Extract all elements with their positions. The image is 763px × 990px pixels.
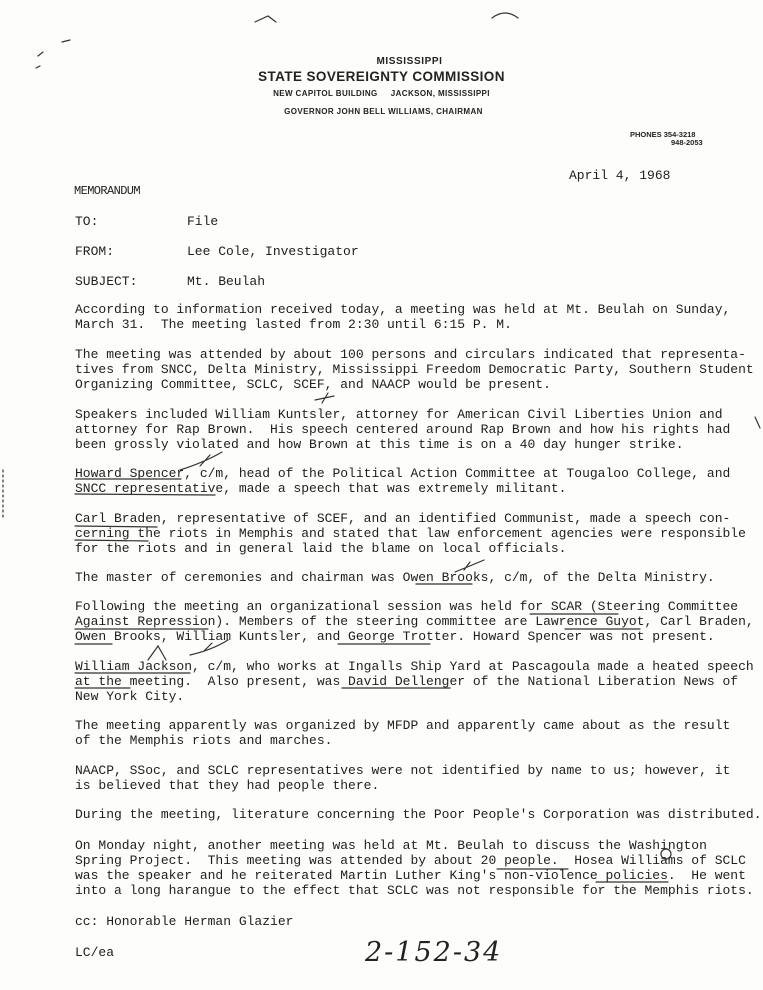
letterhead-commission: STATE SOVEREIGNTY COMMISSION (258, 69, 505, 84)
paragraph-line: Spring Project. This meeting was attended by about 20 people. Hosea Williams of SCLC (75, 853, 746, 868)
paragraph-line: Carl Braden, representative of SCEF, and an identified Communist, made a speech con- (75, 511, 731, 526)
letterhead-state: MISSISSIPPI (376, 56, 443, 67)
paragraph-line: According to information received today, a meeting was held at Mt. Beulah on Sunday, (75, 302, 731, 317)
paragraph-line: attorney for Rap Brown. His speech centered around Rap Brown and how his rights had (75, 422, 731, 437)
underline-braden (75, 526, 157, 527)
paragraph-line: NAACP, SSoc, and SCLC representatives were not identified by name to us; however, it (75, 763, 731, 778)
checkmark-5 (148, 646, 166, 660)
handwritten-file-number: 2-152-34 (365, 937, 503, 968)
address-right: JACKSON, MISSISSIPPI (390, 89, 490, 98)
paragraph-line: William Jackson, c/m, who works at Ingalls Ship Yard at Pascagoula made a heated speech (75, 659, 754, 674)
from-value: Lee Cole, Investigator (187, 244, 359, 259)
paragraph-line: into a long harangue to the effect that SCLC was not responsible for the Memphis riots. (75, 883, 754, 898)
checkmark-2 (180, 452, 222, 470)
paragraph-line: Following the meeting an organizational session was held for SCAR (Steering Committee (75, 599, 739, 614)
to-value: File (187, 214, 219, 229)
scan-specks (36, 40, 70, 68)
paragraph-line: is believed that they had people there. (75, 778, 380, 793)
to-label: TO: (75, 214, 99, 229)
paragraph-line: During the meeting, literature concerning the Poor People's Corporation was distributed. (75, 807, 762, 822)
circle-mark (661, 849, 671, 859)
paragraph-line: March 31. The meeting lasted from 2:30 until 6:15 P. M. (75, 317, 512, 332)
scan-mark-top-left (255, 16, 276, 22)
paragraph-line: The meeting apparently was organized by MFDP and apparently came about as the result (75, 718, 731, 733)
underline-sncc (75, 494, 215, 495)
checkmark-4 (190, 640, 228, 655)
paragraph-line: On Monday night, another meeting was held at Mt. Beulah to discuss the Washington (75, 838, 707, 853)
paragraph-line: Speakers included William Kuntsler, attorney for American Civil Liberties Union and (75, 407, 723, 422)
memo-date: April 4, 1968 (569, 168, 671, 183)
checkmark-3 (455, 560, 484, 572)
subject-label: SUBJECT: (75, 274, 138, 289)
subject-value: Mt. Beulah (187, 274, 266, 289)
margin-mark-right (755, 417, 760, 428)
paragraph-line: tives from SNCC, Delta Ministry, Mississippi Freedom Democratic Party, Southern Student (75, 362, 754, 377)
cc-line: cc: Honorable Herman Glazier (75, 914, 294, 929)
address-left: NEW CAPITOL BUILDING (273, 89, 378, 98)
paragraph-line: for the riots and in general laid the blame on local officials. (75, 541, 567, 556)
checkmark-1 (315, 393, 334, 403)
paragraph-line: Against Repression). Members of the steering committee are Lawrence Guyot, Carl Braden, (75, 614, 754, 629)
paragraph-line: New York City. (75, 689, 185, 704)
paragraph-line: was the speaker and he reiterated Martin Luther King's non-violence policies. He went (75, 868, 746, 883)
paragraph-line: cerning the riots in Memphis and stated that law enforcement agencies were responsible (75, 526, 746, 541)
paragraph-line: been grossly violated and how Brown at this time is on a 40 day hunger strike. (75, 437, 684, 452)
paragraph-line: The master of ceremonies and chairman was Owen Brooks, c/m, of the Delta Ministry. (75, 570, 715, 585)
phones-label: PHONES 354-3218 (630, 130, 696, 139)
paragraph-line: Owen Brooks, William Kuntsler, and George Trotter. Howard Spencer was not present. (75, 629, 715, 644)
paragraph-line: Howard Spencer, c/m, head of the Political Action Committee at Tougaloo College, and (75, 466, 731, 481)
letterhead-governor: GOVERNOR JOHN BELL WILLIAMS, CHAIRMAN (284, 107, 483, 116)
phones-second: 948-2053 (671, 138, 703, 147)
paragraph-line: SNCC representative, made a speech that was extremely militant. (75, 481, 567, 496)
paragraph-line: at the meeting. Also present, was David Dellenger of the National Liberation News of (75, 674, 739, 689)
initials: LC/ea (75, 945, 115, 960)
paragraph-line: Organizing Committee, SCLC, SCEF, and NAACP would be present. (75, 377, 551, 392)
underline-cerning (75, 540, 148, 541)
paragraph-line: The meeting was attended by about 100 persons and circulars indicated that representa- (75, 347, 746, 362)
scan-mark-top-right (492, 13, 518, 18)
paragraph-line: of the Memphis riots and marches. (75, 733, 333, 748)
memo-doc-type: MEMORANDUM (74, 184, 141, 198)
from-label: FROM: (75, 244, 115, 259)
